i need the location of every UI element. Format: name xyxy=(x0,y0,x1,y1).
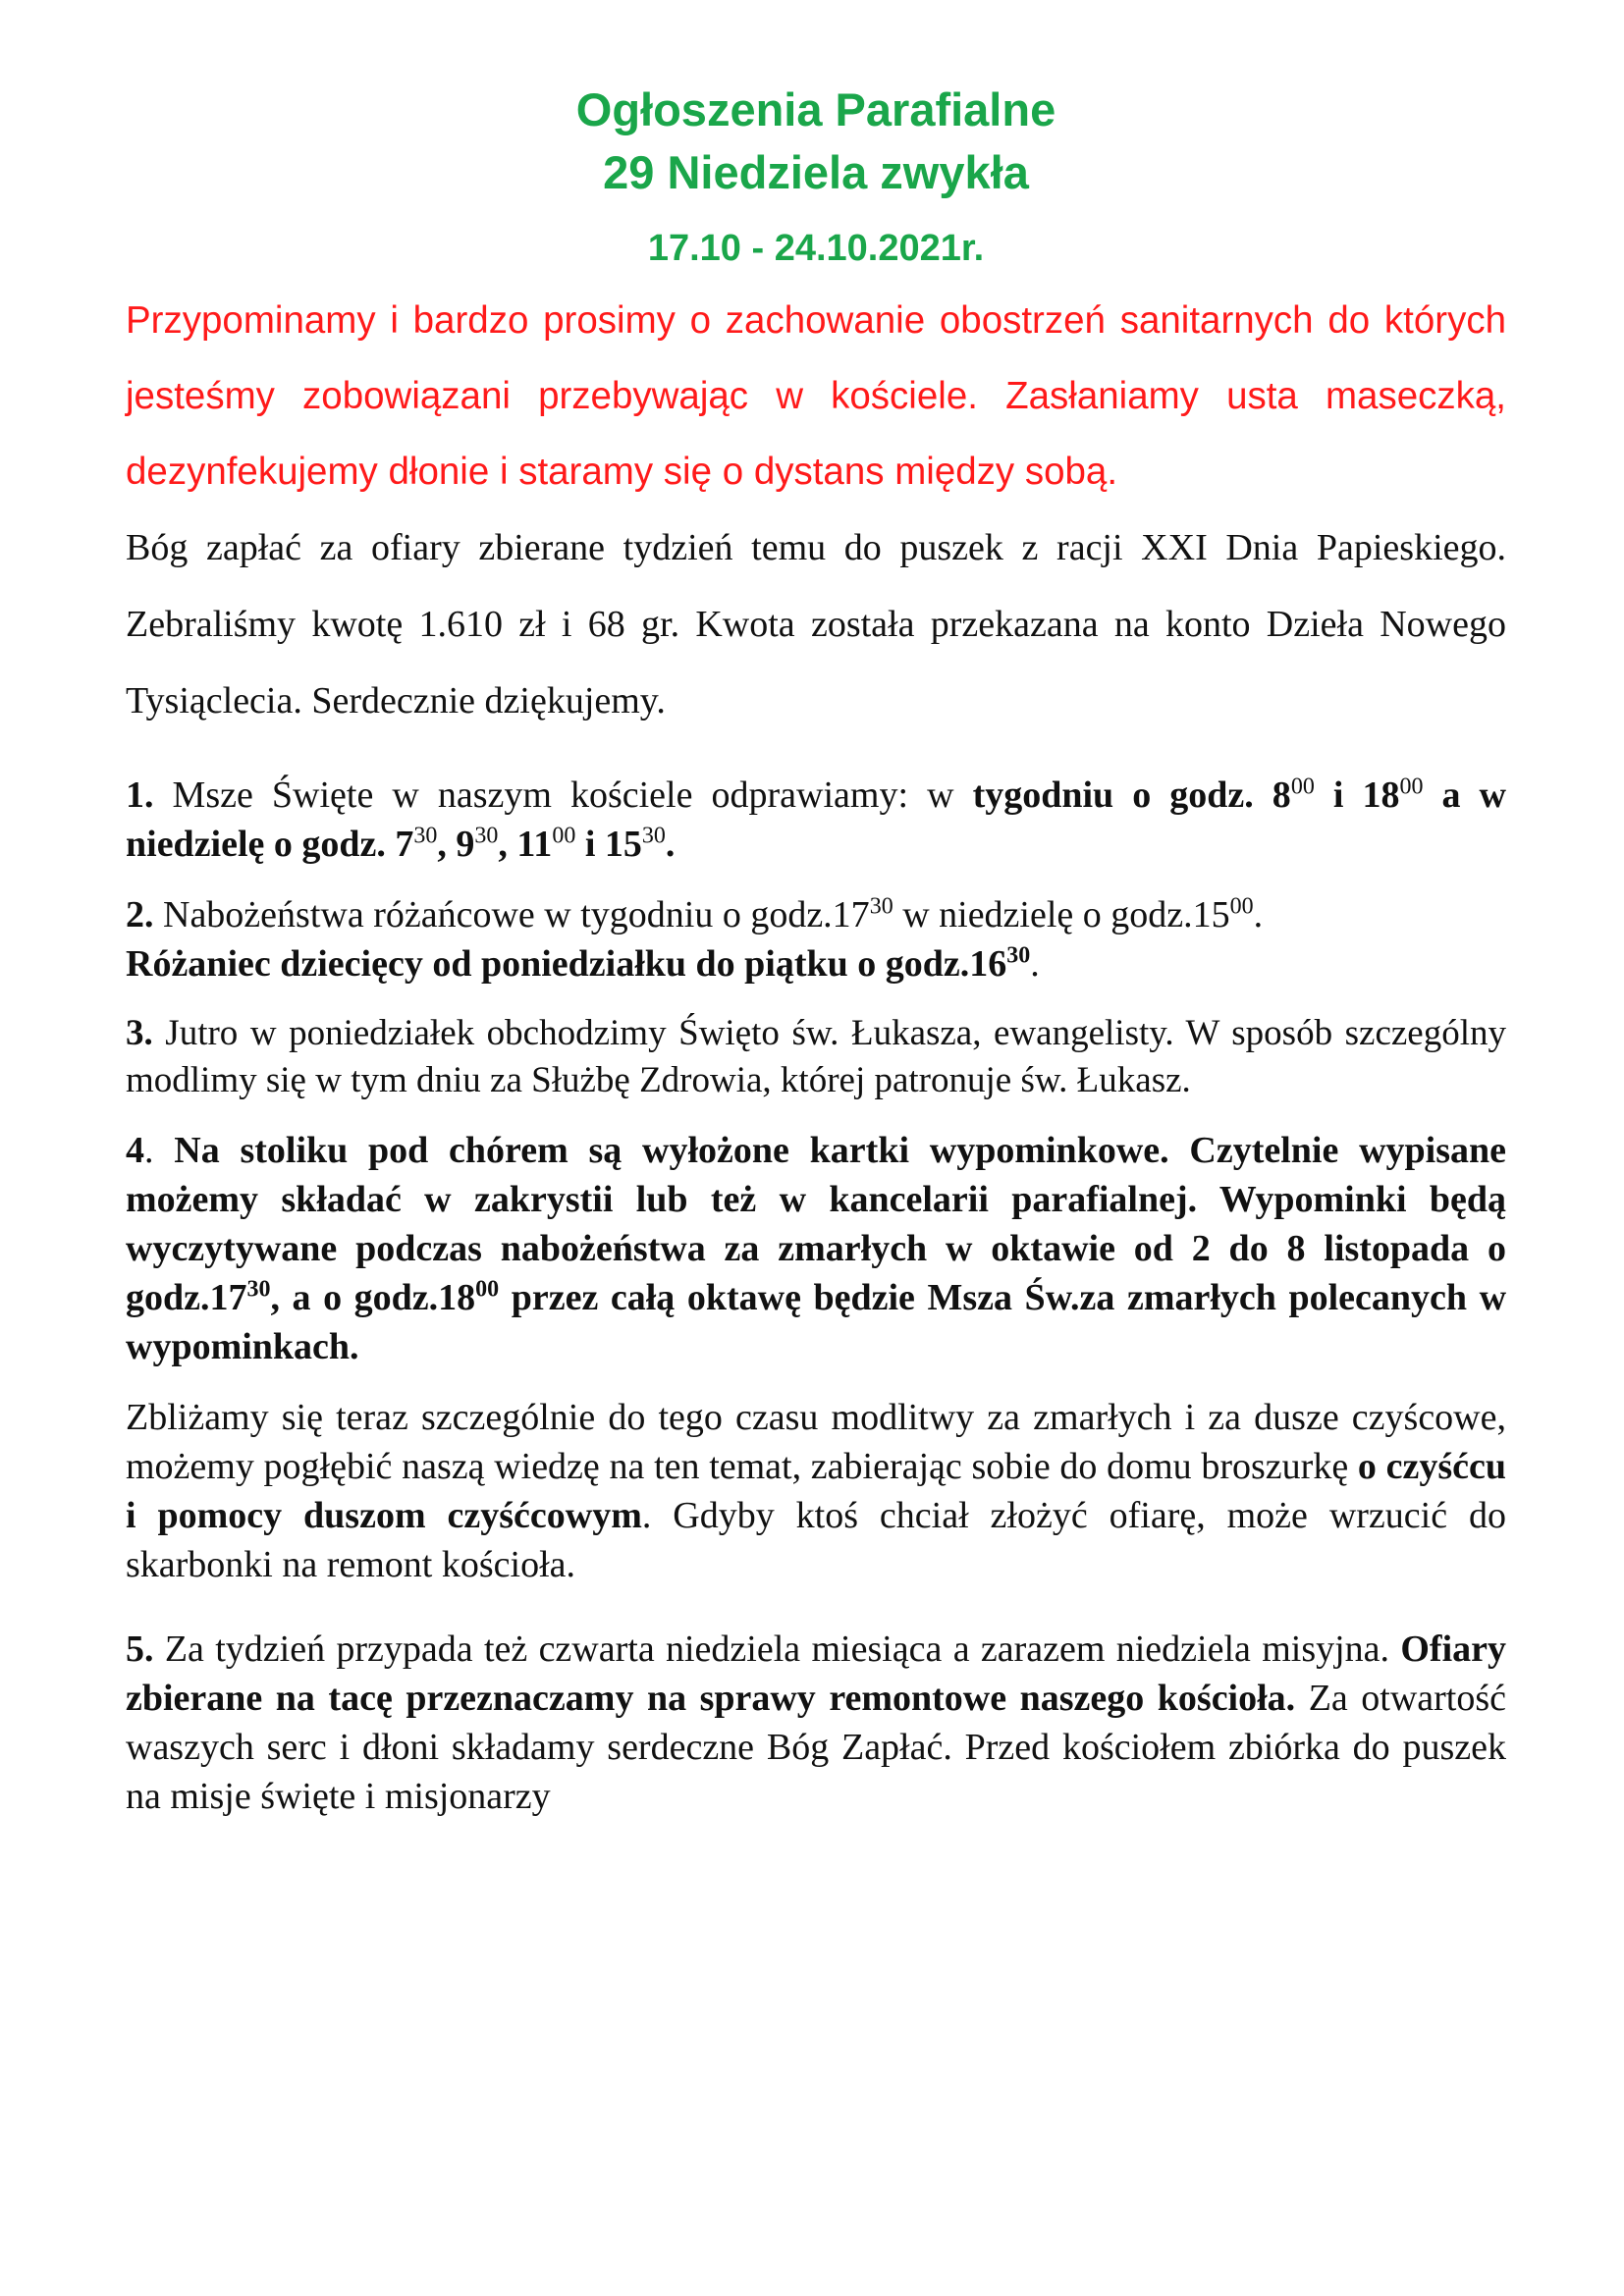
announcement-4: 4. Na stoliku pod chórem są wyłożone kartki wypominkowe. Czytelnie wypisane możemy składać w zakrystii lub też w kancelarii parafialnej. Wypominki będą wyczytywane podczas nabożeństwa za zmarłych w oktawie od 2 do 8 listopada o $godz.17^{30}$, a o $godz.18^{00}$ przez całą oktawę będzie Msza Św.za zmarłych polecanych w wypominkach. xyxy=(126,1130,1507,1367)
thanks-note: Bóg zapłać za ofiary zbierane tydzień temu do puszek z racji XXI Dnia Papieskiego. Zebraliśmy kwotę 1.610 zł i 68 gr. Kwota została przekazana na konto Dzieła Nowego Tysiąclecia. Serdecznie dziękujemy. xyxy=(126,527,1506,721)
announcement-number: 1. xyxy=(126,774,154,816)
date-range: 17.10 - 24.10.2021r. xyxy=(647,228,985,269)
announcement-number: 3. xyxy=(126,1013,153,1053)
announcement-5: 5. Za tydzień przypada też czwarta niedziela miesiąca a zarazem niedziela misyjna. Ofiary zbierane na tacę przeznaczamy na sprawy remontowe naszego kościoła. Za otwartość waszych serc i dłoni składamy serdeczne Bóg Zapłać. Przed kościołem zbiórka do puszek na misje święte i misjonarzy xyxy=(126,1629,1507,1817)
announcement-2: 2. Nabożeństwa różańcowe w tygodniu o $godz.17^{30}$ w niedzielę o $godz.15^{00}$. Różaniec dziecięcy od poniedziałku do piątku o $godz.16^{30}$. xyxy=(126,893,1264,985)
title-line-1: Ogłoszenia Parafialne xyxy=(575,83,1056,135)
title-line-2: 29 Niedziela zwykła xyxy=(603,146,1029,198)
page-title xyxy=(126,79,1506,204)
announcement-number: 2. xyxy=(126,894,154,935)
announcement-number: 4 xyxy=(126,1130,144,1171)
announcement-number: 5. xyxy=(126,1629,154,1670)
sanitary-notice: Przypominamy i bardzo prosimy o zachowanie obostrzeń sanitarnych do których jesteśmy zobowiązani przebywając w kościele. Zasłaniamy usta maseczką, dezynfekujemy dłonie i staramy się o dystans między sobą. xyxy=(126,299,1506,493)
announcement-3: 3. Jutro w poniedziałek obchodzimy Święto św. Łukasza, ewangelisty. W sposób szczególny modlimy się w tym dniu za Służbę Zdrowia, której patronuje św. Łukasz. xyxy=(126,1013,1506,1100)
announcement-1: 1. Msze Święte w naszym kościele odprawiamy: w tygodniu o godz. $8^{00}$ i $18^{00}$ a w niedzielę o godz. $7^{30}$, $9^{30}$, $11^{00}$ i $15^{30}$. xyxy=(126,774,1506,865)
purgatory-note: Zbliżamy się teraz szczególnie do tego czasu modlitwy za zmarłych i za dusze czyścowe, możemy pogłębić naszą wiedzę na ten temat, zabierając sobie do domu broszurkę o czyśćcu i pomocy duszom czyśćcowym. Gdyby ktoś chciał złożyć ofiarę, może wrzucić do skarbonki na remont kościoła. xyxy=(126,1397,1506,1585)
